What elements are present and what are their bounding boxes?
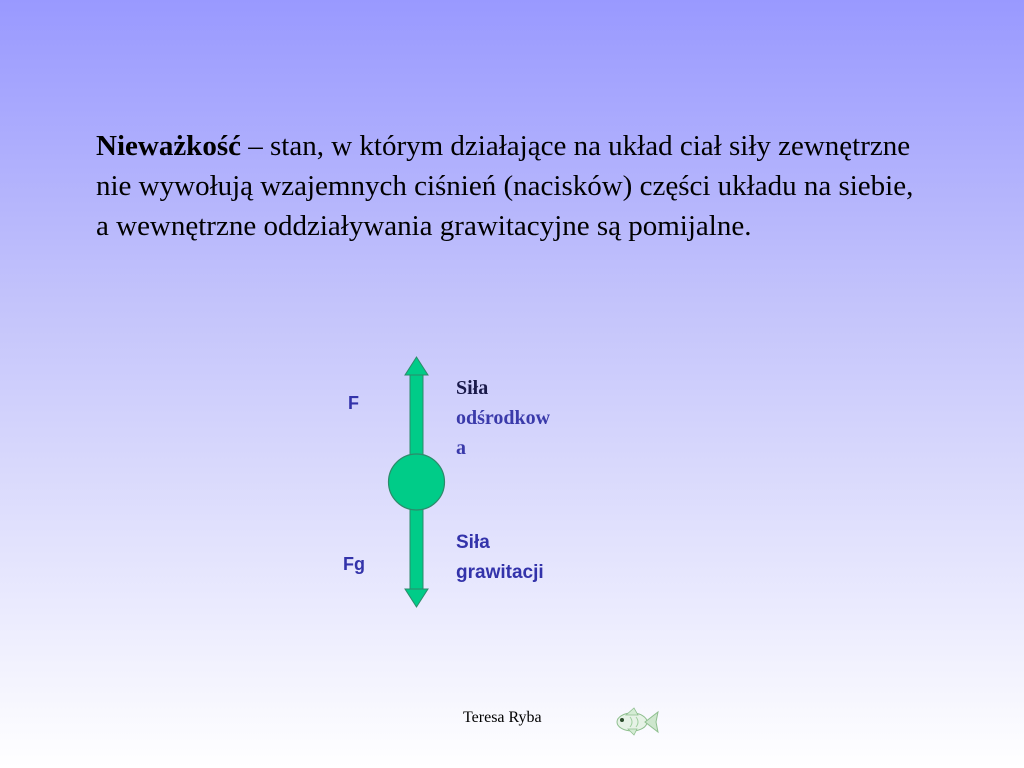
fish-icon — [612, 704, 662, 740]
centrifugal-label-line2: odśrodkow — [456, 407, 551, 429]
definition-body: – stan, w którym działające na układ ciał siły zewnętrzne nie wywołują wzajemnych ciśnień (nacisków) części układu na siebie, a wewnętrzne oddziaływania grawitacyjne są pomijalne. — [96, 130, 914, 242]
gravity-label-line2: grawitacji — [456, 562, 544, 583]
centrifugal-force-label — [456, 373, 550, 463]
centrifugal-label-line1: Siła — [456, 377, 489, 399]
gravity-force-label — [456, 528, 544, 588]
body-circle — [389, 454, 445, 510]
force-up-symbol: F — [348, 393, 359, 413]
author-footer: Teresa Ryba — [463, 709, 542, 726]
force-down-symbol: Fg — [343, 554, 365, 574]
centrifugal-label-line3: a — [456, 437, 466, 459]
definition-term: Nieważkość — [96, 130, 241, 162]
upward-force-arrow — [405, 357, 428, 456]
gravity-label-line1: Siła — [456, 532, 490, 553]
downward-force-arrow — [405, 508, 428, 607]
